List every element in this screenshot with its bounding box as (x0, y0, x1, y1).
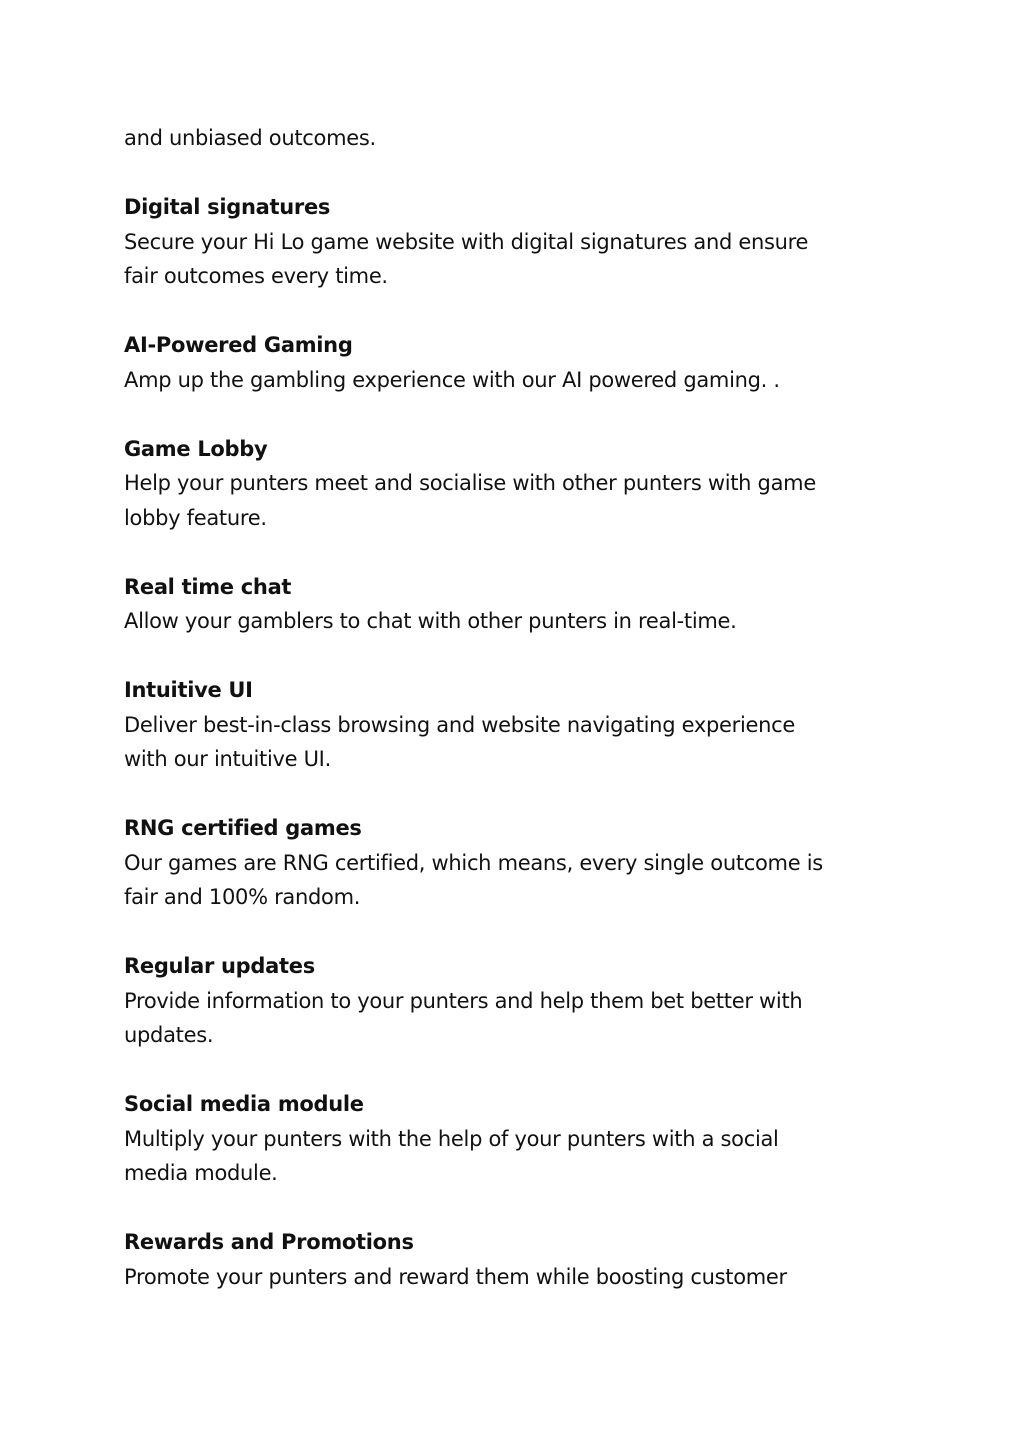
feature-description (124, 1122, 904, 1191)
feature-description-line: Our games are RNG certified, which means, every single outcome is (124, 850, 823, 875)
feature-description (124, 846, 904, 915)
feature-description (124, 984, 904, 1053)
feature-title: Regular updates (124, 954, 315, 978)
feature-game-lobby (124, 432, 904, 536)
feature-description-line: updates. (124, 1023, 214, 1047)
feature-regular-updates (124, 949, 904, 1053)
feature-description (124, 363, 904, 398)
feature-description-line: Help your punters meet and socialise with other punters with game (124, 471, 816, 495)
feature-description (124, 604, 904, 639)
feature-description-line: Provide information to your punters and help them bet better with (124, 988, 803, 1013)
feature-description-line: fair outcomes every time. (124, 264, 388, 288)
feature-title: Real time chat (124, 574, 292, 599)
feature-title: Game Lobby (124, 436, 268, 461)
feature-description (124, 225, 904, 294)
feature-title: Intuitive UI (124, 678, 253, 702)
feature-title: Rewards and Promotions (124, 1230, 414, 1254)
feature-rng-certified-games (124, 811, 904, 915)
feature-description-line: lobby feature. (124, 505, 267, 530)
feature-real-time-chat (124, 570, 904, 639)
feature-description (124, 708, 904, 777)
feature-description-line: with our intuitive UI. (124, 747, 331, 771)
feature-description (124, 466, 904, 535)
feature-digital-signatures (124, 190, 904, 294)
feature-rewards-and-promotions (124, 1225, 904, 1294)
intro-text: and unbiased outcomes. (124, 126, 376, 150)
feature-title: AI-Powered Gaming (124, 333, 353, 357)
feature-description-line: Deliver best-in-class browsing and website navigating experience (124, 712, 795, 737)
feature-description-line: Secure your Hi Lo game website with digital signatures and ensure (124, 229, 809, 254)
feature-title: Digital signatures (124, 195, 331, 219)
feature-description (124, 1260, 904, 1295)
feature-description-line: Multiply your punters with the help of your punters with a social (124, 1126, 779, 1151)
feature-description-line: Amp up the gambling experience with our AI powered gaming. . (124, 367, 780, 392)
document-page (124, 121, 904, 1329)
feature-description-line: media module. (124, 1161, 278, 1185)
feature-social-media-module (124, 1087, 904, 1191)
feature-description-line: fair and 100% random. (124, 885, 361, 909)
feature-intuitive-ui (124, 673, 904, 777)
feature-description-line: Allow your gamblers to chat with other punters in real-time. (124, 609, 737, 633)
feature-description-line: Promote your punters and reward them while boosting customer (124, 1264, 787, 1289)
feature-title: Social media module (124, 1092, 364, 1116)
feature-title: RNG certified games (124, 816, 362, 840)
feature-ai-powered-gaming (124, 328, 904, 397)
